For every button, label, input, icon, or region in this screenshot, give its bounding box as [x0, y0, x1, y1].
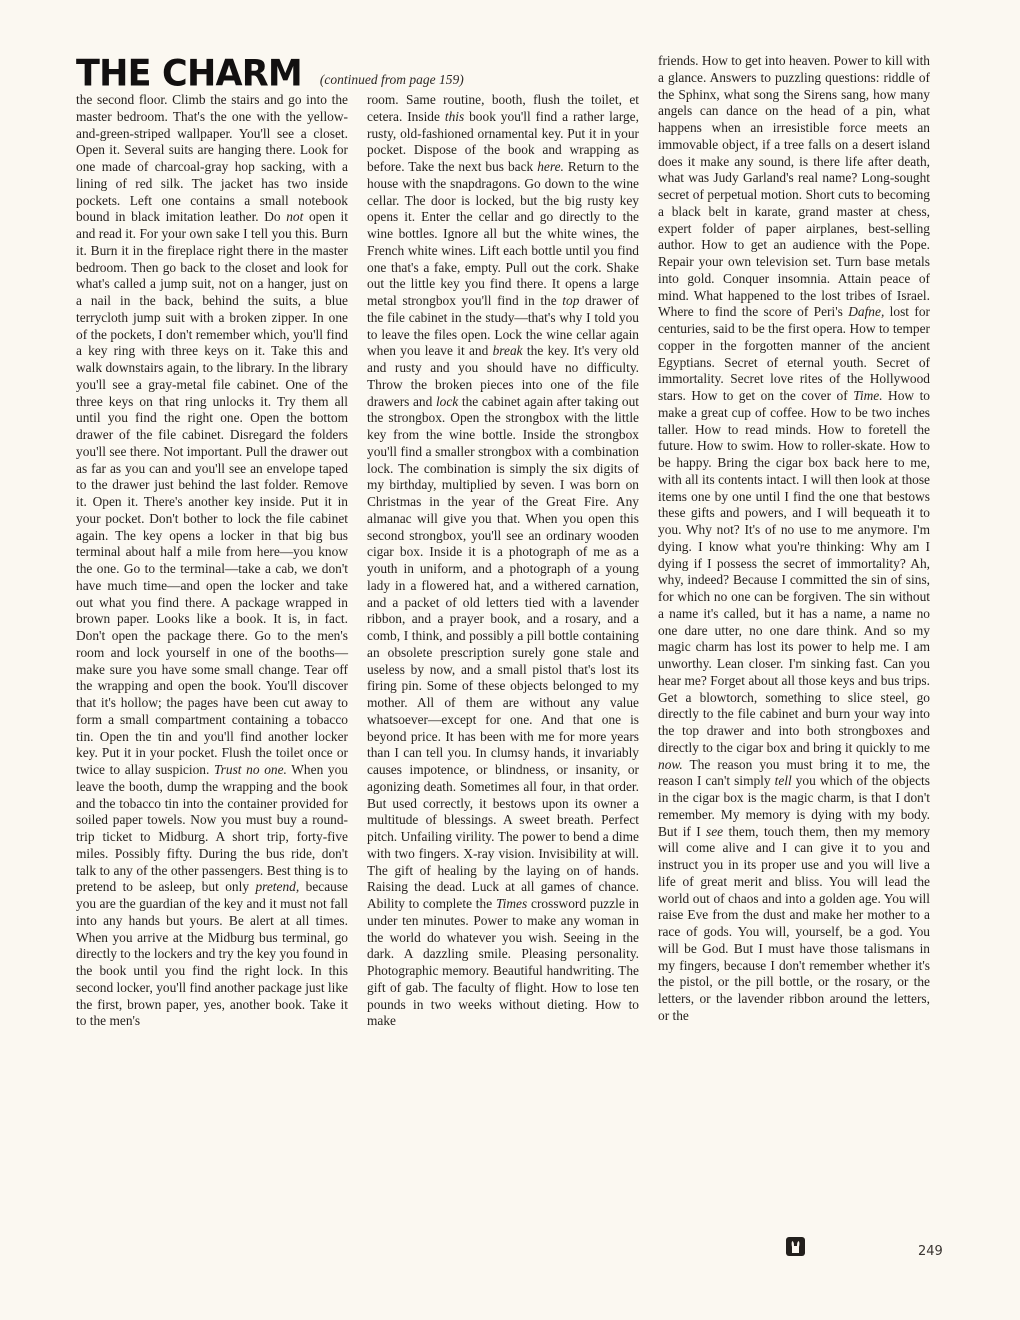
italic-run: this — [444, 108, 465, 124]
continued-note: (continued from page 159) — [319, 72, 464, 87]
text-column-2 — [367, 92, 639, 1030]
italic-run: top — [562, 293, 580, 308]
column-3-text: friends. How to get into heaven. Power to kill with a glance. Answers to puzzling questions: riddle of the Sphinx, what song the Sirens sang, how many angels can dance on the head of a pin, what happens when an irresistible force meets an immovable object, if a tree falls on a desert island does it make any sound, is there life after death, what was Judy Garland's real name? Long-sought secret of perpetual motion. Short cuts to becoming a black belt in karate, grand master at chess, expert folder of paper airplanes, best-selling author. How to get an audience with the Pope. Repair your own television set. Turn base metals into gold. Conquer insomnia. Attain peace of mind. What happened to the lost tribes of Israel. Where to find the score of Peri's Dafne, lost for centuries, said to be the first opera. How to temper copper in the forgotten manner of the ancient Egyptians. Secret of eternal youth. Secret of immortality. Secret love rites of the Hollywood stars. How to get on the cover of Time. How to make a great cup of coffee. How to be two inches taller. How to read minds. How to foretell the future. How to swim. How to roller-skate. How to be happy. Bring the cigar box back here to me, with all its contents intact. I will then look at those items one by one until I find the one that bestows these gifts and powers, and I will bequeath it to you. Why not? It's of no use to me anymore. I'm dying. I know what you're thinking: Why am I dying if I possess the secret of immortality? Ah, why, indeed? Because I committed the sin of sins, for which no one can be forgiven. The sin without a name it's called, but it has a name, a name no one dare utter, no one dare think. And so my magic charm has lost its power to help me. I am unworthy. Lean closer. I'm sinking fast. Can you hear me? Forget about all those keys and bus trips. Get a blowtorch, something to slice steel, go directly to the file cabinet and burn your way into the top drawer and into both strongboxes and directly to the cigar box and bring it quickly to me now. The reason you must bring it to me, the reason I can't simply tell you which of the objects in the cigar box is the magic charm, is that I don't remember. My memory is dying with my body. But if I see them, touch them, then my memory will come alive and I can give it to you and instruct you in its proper use and you will live a life of great merit and bliss. You will lead the world out of chaos and into a golden age. You will raise Eve from the dust and make her mother to a race of gods. You will, yourself, be a god. You will be God. But I must have those talismans in my fingers, because I don't remember whether it's the pistol, or the pill bottle, or the rosary, or the letters, or the lavender ribbon around the letters, or the — [658, 53, 931, 1023]
italic-run: Dafne, — [848, 304, 885, 320]
italic-run: see — [706, 823, 724, 839]
italic-run: now. — [658, 756, 683, 772]
italic-run: not — [286, 209, 304, 225]
italic-run: tell — [774, 773, 792, 789]
page-number: 249 — [918, 1244, 943, 1259]
rabbit-head-icon — [786, 1237, 805, 1256]
article-title: THE CHARM — [76, 53, 302, 95]
column-1-text: the second floor. Climb the stairs and go into the master bedroom. That's the one with the yellow-and-green-striped wallpaper. You'll see a closet. Open it. Several suits are hanging there. Look for one made of charcoal-gray hop sacking, with a lining of red silk. The jacket has two inside pockets. Left one contains a small notebook bound in black imitation leather. Do not open it and read it. For your own sake I tell you this. Burn it. Burn it in the fireplace right there in the master bedroom. Then go back to the closet and look for what's called a jump suit, not on a hanger, just on a nail in the back, behind the suits, a blue terrycloth jump suit with a broken zipper. In one of the pockets, I don't remember which, you'll find a key ring with three keys on it. Take this and walk downstairs again, to the library. In the library you'll see a gray-metal file cabinet. One of the three keys on that ring unlocks it. Try them all until you find the right one. Open the bottom drawer of the file cabinet. Disregard the folders you'll see there. Not important. Pull the drawer out as far as you can and you'll see an envelope taped to the drawer just behind the last folder. Remove it. Open it. There's another key inside. Put it in your pocket. Don't bother to lock the file cabinet again. The key opens a locker in that big bus terminal about half a mile from here—you know the one. Go to the terminal—take a cab, we don't have much time—and open the locker and take out what you find there. A package wrapped in brown paper. Looks like a book. It is, in fact. Don't open the package there. Go to the men's room and lock yourself in one of the booths—make sure you have some small change. Tear off the wrapping and open the book. You'll discover that it's hollow; the pages have been cut away to form a small compartment containing a tobacco tin. Open the tin and you'll find another locker key. Put it in your pocket. Flush the toilet once or twice to allay suspicion. Trust no one. When you leave the booth, dump the wrapping and the book and the tobacco tin into the container provided for soiled paper towels. Now you must buy a round-trip ticket to Midburg. A short trip, forty-five miles. Possibly fifty. During the bus ride, don't talk to any of the other passengers. Best thing is to pretend to be asleep, but only pretend, because you are the guardian of the key and it must not fall into any hands but yours. Be alert at all times. When you arrive at the Midburg bus terminal, go directly to the lockers and try the key you found in the book until you find the right lock. In this second locker, you'll find another package just like the first, brown paper, yes, another book. Take it to the men's — [76, 92, 349, 1029]
italic-run: Times — [495, 896, 528, 911]
italic-run: here. — [537, 159, 564, 174]
italic-run: break — [492, 343, 523, 359]
text-column-3 — [658, 53, 930, 1025]
article-header — [76, 52, 596, 95]
text-column-1 — [76, 92, 348, 1030]
italic-run: Trust no one. — [213, 762, 287, 777]
italic-run: pretend, — [255, 879, 300, 895]
italic-run: Time. — [853, 388, 883, 403]
column-2-text: room. Same routine, booth, flush the toilet, et cetera. Inside this book you'll find a rather large, rusty, old-fashioned ornamental key. Put it in your pocket. Dispose of the book and wrapping as before. Take the next bus back here. Return to the house with the snapdragons. Go down to the wine cellar. The door is locked, but the big rusty key opens it. Enter the cellar and go directly to the wine bottles. Ignore all but the white wines, the French white wines. Lift each bottle until you find one that's a fake, empty. Pull out the cork. Shake out the little key you find there. It opens a large metal strongbox you'll find in the top drawer of the file cabinet in the study—that's why I told you to leave the files open. Lock the wine cellar again when you leave it and break the key. It's very old and rusty and you should have no difficulty. Throw the broken pieces into one of the file drawers and lock the cabinet again after taking out the strongbox. Open the strongbox with the little key from the wine bottle. Inside the strongbox you'll find a smaller strongbox with a combination lock. The combination is simply the six digits of my birthday, multiplied by seven. I was born on Christmas in the year of the Great Fire. Any almanac will give you that. When you open this second strongbox, you'll see an ordinary wooden cigar box. Inside it is a photograph of me as a youth in uniform, and a photograph of a young lady in a flowered hat, and a withered carnation, and a packet of old letters tied with a lavender ribbon, and a prayer book, and a rosary, and a comb, I think, and possibly a pill bottle containing an obsolete prescription surely gone stale and useless by now, and a small pistol that's lost its firing pin. Some of these objects belonged to my mother. All of them are without any value whatsoever—except for one. And that one is beyond price. It has been with me for more years than I can tell you. In clumsy hands, it invariably causes impotence, or blindness, or insanity, or agonizing death. Sometimes all four, in that order. But used correctly, it bestows upon its owner a multitude of blessings. A sweet breath. Perfect pitch. Unfailing virility. The power to bend a dime with two fingers. X-ray vision. Invisibility at will. The gift of healing by the laying on of hands. Raising the dead. Luck at all games of chance. Ability to complete the Times crossword puzzle in under ten minutes. Power to make any woman in the world do whatever you wish. Seeing in the dark. A dazzling smile. Pleasing personality. Photographic memory. Beautiful handwriting. The gift of gab. The faculty of flight. How to lose ten pounds in two weeks without dieting. How to make — [367, 92, 639, 1029]
italic-run: lock — [435, 393, 459, 409]
